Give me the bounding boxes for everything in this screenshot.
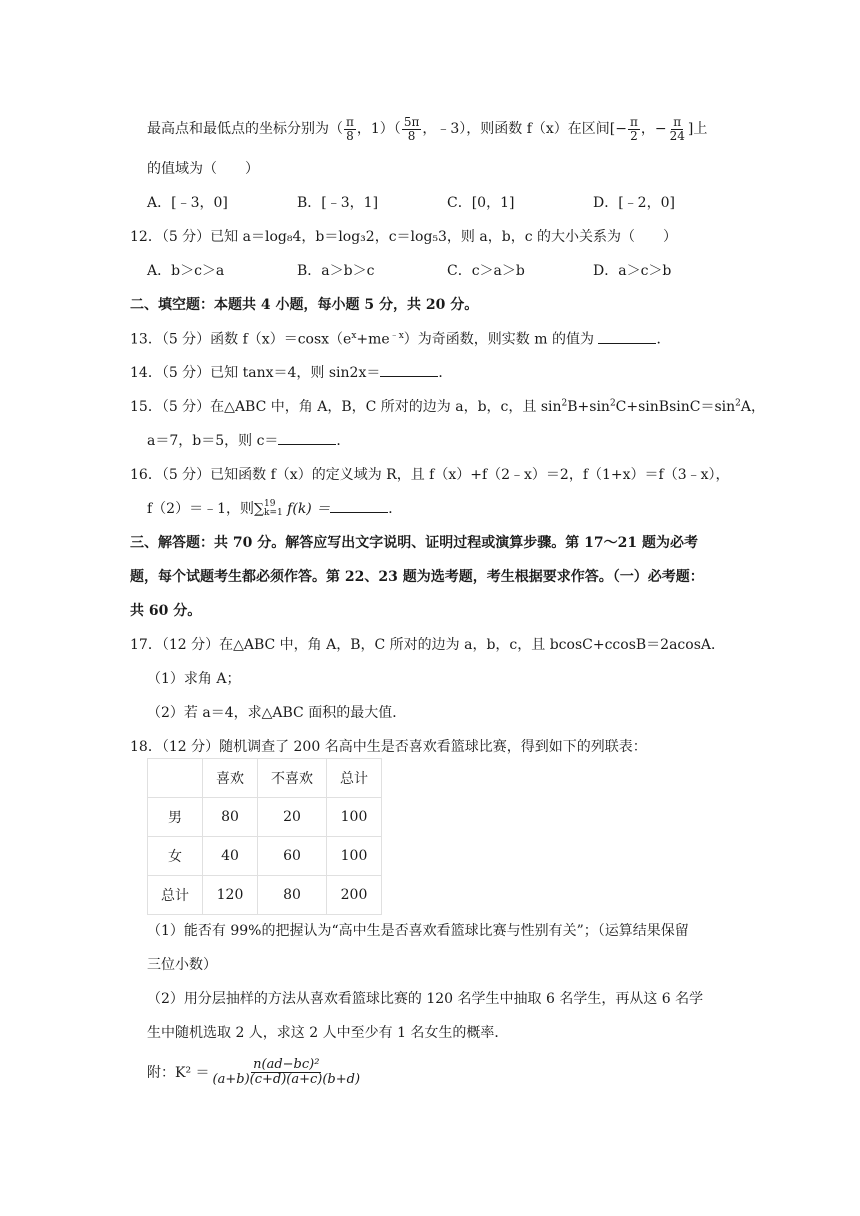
q13-stem: [130, 328, 670, 349]
q18-part-2-line2: 生中随机选取 2 人，求这 2 人中至少有 1 名女生的概率．: [147, 1025, 509, 1041]
q16-text-a: f（2）＝﹣1，则∑: [147, 501, 264, 517]
q13-text-b: +me: [356, 331, 390, 348]
q15-sup: 2: [609, 398, 616, 409]
section-heading-answer-3: 共 60 分。: [130, 603, 202, 619]
q16-text-b: f(k) ＝: [282, 501, 331, 517]
table-header-row: [148, 759, 382, 798]
section-heading-answer-2: 题，每个试题考生都必须作答。第 22、23 题为选考题，考生根据要求作答。（一）必考题：: [130, 569, 704, 585]
q11-text-a: 最高点和最低点的坐标分别为（: [147, 121, 343, 138]
table-cell: 40: [203, 837, 258, 876]
table-cell: 20: [258, 798, 327, 837]
table-header-cell: [148, 759, 203, 798]
table-cell: 80: [203, 798, 258, 837]
q15-text-d: A，: [740, 399, 766, 415]
q14-stem: [130, 362, 452, 382]
q16-line1: 16．（5 分）已知函数 f（x）的定义域为 R，且 f（x）+f（2﹣x）＝2，f（1+x）＝f（3﹣x），: [130, 467, 730, 483]
fraction-num: π: [346, 115, 354, 129]
answer-blank: [598, 331, 656, 344]
table-cell: 120: [203, 876, 258, 915]
q12-option-c: C．c＞a＞b: [447, 263, 525, 279]
section-heading-answer-1: 三、解答题：共 70 分。解答应写出文字说明、证明过程或演算步骤。第 17～21 题为必考: [130, 535, 698, 551]
q18-part-2-line1: （2）用分层抽样的方法从喜欢看篮球比赛的 120 名学生中抽取 6 名学生，再从这 6 名学: [147, 991, 704, 1007]
formula-numerator: n(ad−bc)²: [253, 1057, 320, 1072]
q12-option-b: B．a＞b＞c: [297, 263, 375, 279]
q13-sup: x: [351, 331, 357, 341]
q12-stem: 12．（5 分）已知 a＝log₈4，b＝log₃2，c＝log₅3，则 a，b，c 的大小关系为（ ）: [130, 229, 677, 245]
q11-option-b: B．[﹣3，1]: [297, 195, 379, 211]
q15-text-e: a＝7，b＝5，则 c＝: [147, 433, 279, 449]
q11-text-e: ]上: [687, 121, 708, 138]
q15-line1: [130, 396, 765, 416]
table-cell: 100: [327, 837, 382, 876]
table-cell: 200: [327, 876, 382, 915]
q14-text-b: ．: [438, 365, 453, 381]
fraction-den: 24: [669, 128, 685, 143]
q17-part-1: （1）求角 A；: [147, 671, 241, 687]
q11-option-a: A．[﹣3，0]: [147, 195, 228, 211]
section-heading-fill-in: 二、填空题：本题共 4 小题，每小题 5 分，共 20 分。: [130, 297, 479, 313]
q11-line2: 的值域为（ ）: [147, 161, 259, 177]
table-cell: 女: [148, 837, 203, 876]
q18-stem: 18．（12 分）随机调查了 200 名高中生是否喜欢看篮球比赛，得到如下的列联表：: [130, 739, 647, 755]
q15-text-f: ．: [336, 433, 351, 449]
q11-option-c: C．[0，1]: [447, 195, 515, 211]
table-row: [148, 876, 382, 915]
q11-option-d: D．[﹣2，0]: [593, 195, 675, 211]
q18-part-1-line1: （1）能否有 99%的把握认为“高中生是否喜欢看篮球比赛与性别有关”；（运算结果保留: [147, 923, 689, 939]
q15-text-a: 15．（5 分）在△ABC 中，角 A，B，C 所对的边为 a，b，c，且 sin: [130, 399, 562, 415]
fraction-num: π: [673, 115, 682, 129]
q13-text-a: 13．（5 分）函数 f（x）＝cosx（e: [130, 331, 352, 348]
q17-part-2: （2）若 a＝4，求△ABC 面积的最大值．: [147, 705, 407, 721]
table-cell: 100: [327, 798, 382, 837]
fraction-num: 5π: [403, 115, 420, 129]
fraction-den: 2: [630, 128, 638, 143]
appendix-label: 附：K² ＝: [147, 1065, 210, 1082]
table-row: [148, 837, 382, 876]
q16-line2: [147, 498, 402, 518]
k2-formula: [211, 1058, 363, 1086]
q18-appendix-formula: [147, 1058, 363, 1086]
fraction: [668, 116, 687, 142]
contingency-table: [147, 758, 382, 915]
q12-option-a: A．b＞c＞a: [147, 263, 225, 279]
table-header-cell: 喜欢: [203, 759, 258, 798]
sum-upper: 19: [264, 499, 276, 509]
q13-sup: ﹣x: [389, 331, 404, 341]
answer-blank: [278, 432, 336, 445]
answer-blank: [380, 364, 438, 377]
q11-text-c: ，﹣3），则函数 f（x）在区间[−: [422, 121, 627, 138]
q15-text-c: C+sinBsinC＝sin: [615, 399, 736, 415]
q15-line2: [147, 430, 350, 450]
q14-text-a: 14．（5 分）已知 tanx＝4，则 sin2x＝: [130, 365, 381, 381]
q11-line1: [147, 116, 707, 142]
fraction: [344, 116, 356, 142]
table-cell: 60: [258, 837, 327, 876]
table-header-cell: 不喜欢: [258, 759, 327, 798]
q13-text-c: ）为奇函数，则实数 m 的值为: [403, 331, 599, 348]
fraction-den: 8: [407, 128, 416, 143]
q15-sup: 2: [561, 398, 568, 409]
q12-option-d: D．a＞c＞b: [593, 263, 672, 279]
q18-part-1-line2: 三位小数）: [147, 957, 217, 973]
fraction: [628, 116, 640, 142]
sum-lower: k=1: [264, 508, 283, 518]
formula-denominator: (a+b)(c+d)(a+c)(b+d): [212, 1071, 361, 1087]
answer-blank: [330, 500, 388, 513]
q16-text-c: ．: [388, 501, 403, 517]
q15-text-b: B+sin: [567, 399, 610, 415]
q13-text-d: ．: [656, 331, 671, 348]
q17-stem: 17．（12 分）在△ABC 中，角 A，B，C 所对的边为 a，b，c，且 bcosC+ccosB＝2acosA．: [130, 637, 725, 653]
fraction: [402, 116, 422, 142]
sum-limits: [264, 500, 283, 518]
fraction-den: 8: [346, 128, 354, 143]
table-cell: 80: [258, 876, 327, 915]
table-cell: 总计: [148, 876, 203, 915]
table-cell: 男: [148, 798, 203, 837]
fraction-num: π: [629, 115, 638, 129]
q11-text-d: ，−: [640, 121, 667, 138]
table-row: [148, 798, 382, 837]
table-header-cell: 总计: [327, 759, 382, 798]
q11-text-b: ，1）（: [356, 121, 401, 138]
q15-sup: 2: [735, 398, 741, 409]
